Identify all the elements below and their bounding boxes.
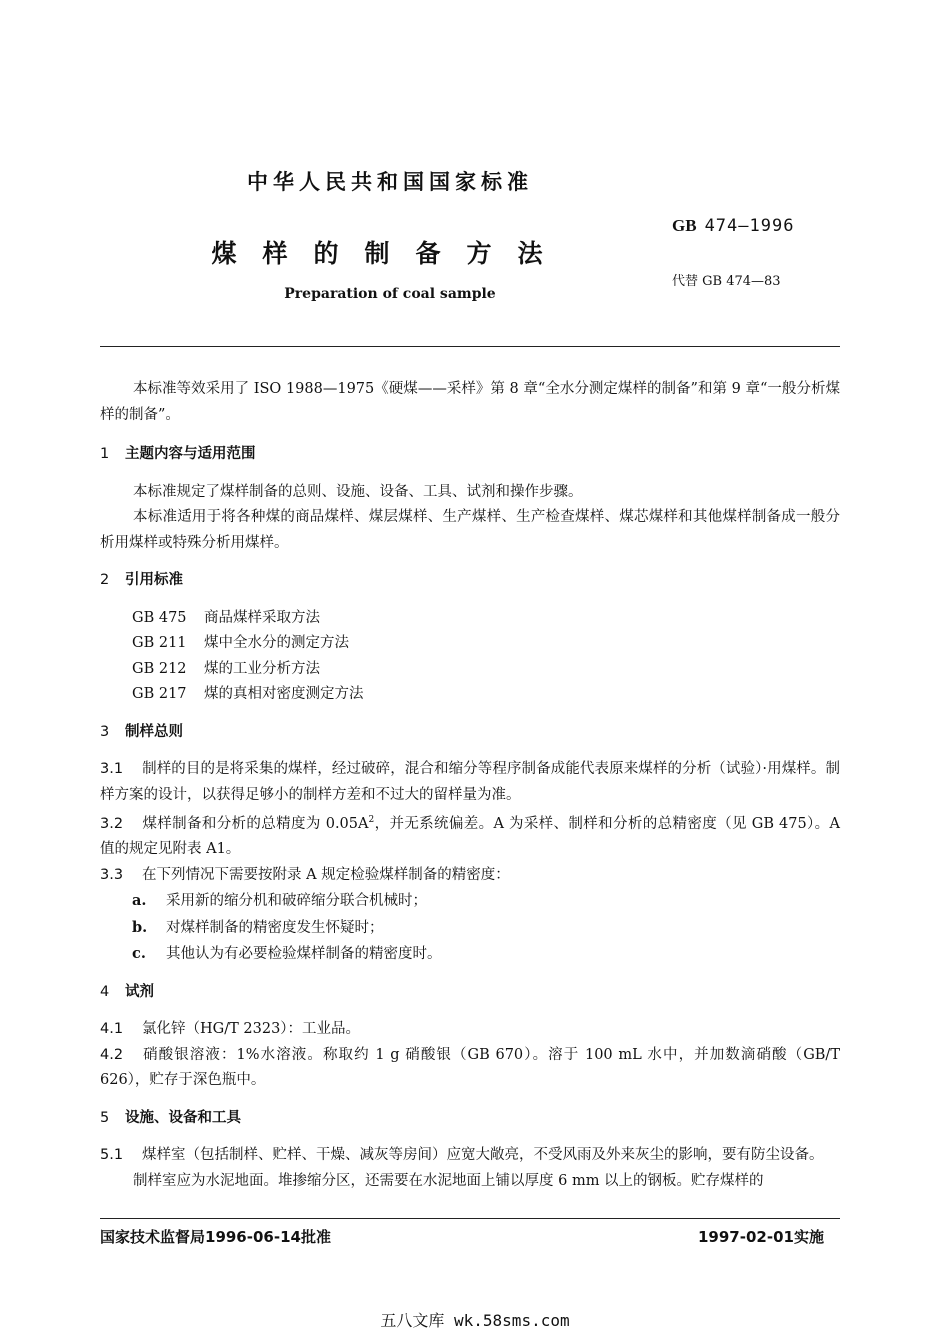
section-heading-1: 1 主题内容与适用范围 <box>100 446 256 462</box>
document-title: 煤样的制备方法 <box>211 239 569 268</box>
section-heading-3: 3 制样总则 <box>100 723 183 740</box>
national-standard-heading: 中华人民共和国国家标准 <box>247 170 533 194</box>
english-subtitle: Preparation of coal sample <box>284 286 496 302</box>
clause-3-1: 3.1 制样的目的是将采集的煤样，经过破碎，混合和缩分等程序制备成能代表原来煤样的分析（试验）·用煤样。制样方案的设计，以获得足够小的制样方差和不过大的留样量为准。 <box>100 761 840 803</box>
standard-code <box>672 216 794 236</box>
reference-list <box>100 606 840 708</box>
section-heading-2: 2 引用标准 <box>100 572 183 588</box>
site-watermark: 五八文库 wk.58sms.com <box>380 1311 570 1330</box>
clause-4-1: 4.1 氯化锌（HG/T 2323）：工业品。 <box>100 1021 361 1038</box>
standard-code-prefix: GB <box>672 216 697 235</box>
list-item: b. 对煤样制备的精密度发生怀疑时； <box>132 918 384 936</box>
clause-3-2: 3.2 煤样制备和分析的总精度为 $0.05A^2$，并无系统偏差。A 为采样、制样和分析的总精密度（见 GB 475）。A 值的规定见附表 A1。 <box>100 815 840 858</box>
intro-paragraph: 本标准等效采用了 ISO 1988—1975《硬煤——采样》第 8 章“全水分测定煤样的制备”和第 9 章“一般分析煤样的制备”。 <box>100 381 840 423</box>
section-heading-4: 4 试剂 <box>100 983 154 1000</box>
list-item: c. 其他认为有必要检验煤样制备的精密度时。 <box>132 945 442 963</box>
approval-date: 国家技术监督局1996-06-14批准 <box>100 1228 331 1246</box>
effective-date: 1997-02-01实施 <box>698 1228 824 1246</box>
clause-4-2: 4.2 硝酸银溶液：1%水溶液。称取约 1 g 硝酸银（GB 670）。溶于 100 mL 水中，并加数滴硝酸（GB/T 626），贮存于深色瓶中。 <box>100 1046 840 1089</box>
replaces-note: 代替 GB 474—83 <box>672 274 781 289</box>
reference-item: GB 475 商品煤样采取方法 <box>132 609 320 626</box>
section-1-paragraph: 本标准适用于将各种煤的商品煤样、煤层煤样、生产煤样、生产检查煤样、煤芯煤样和其他煤样制备成一般分析用煤样或特殊分析用煤样。 <box>100 509 840 551</box>
clause-3-3: 3.3 在下列情况下需要按附录 A 规定检验煤样制备的精密度： <box>100 866 510 883</box>
footer-divider <box>100 1218 840 1219</box>
body-text <box>100 377 840 1194</box>
list-item: a. 采用新的缩分机和破碎缩分联合机械时； <box>132 892 427 910</box>
clause-5-1: 5.1 煤样室（包括制样、贮样、干燥、减灰等房间）应宽大敞亮，不受风雨及外来灰尘的影响，要有防尘设备。 <box>100 1147 824 1164</box>
section-5-paragraph: 制样室应为水泥地面。堆掺缩分区，还需要在水泥地面上铺以厚度 6 mm 以上的钢板。贮存煤样的 <box>133 1172 764 1189</box>
reference-item: GB 217 煤的真相对密度测定方法 <box>132 686 364 702</box>
reference-item: GB 211 煤中全水分的测定方法 <box>132 635 349 651</box>
reference-item: GB 212 煤的工业分析方法 <box>132 660 320 677</box>
standard-code-number: 474—1996 <box>704 216 795 236</box>
section-heading-5: 5 设施、设备和工具 <box>100 1109 241 1126</box>
header-divider <box>100 346 840 347</box>
section-1-paragraph: 本标准规定了煤样制备的总则、设施、设备、工具、试剂和操作步骤。 <box>133 483 583 500</box>
